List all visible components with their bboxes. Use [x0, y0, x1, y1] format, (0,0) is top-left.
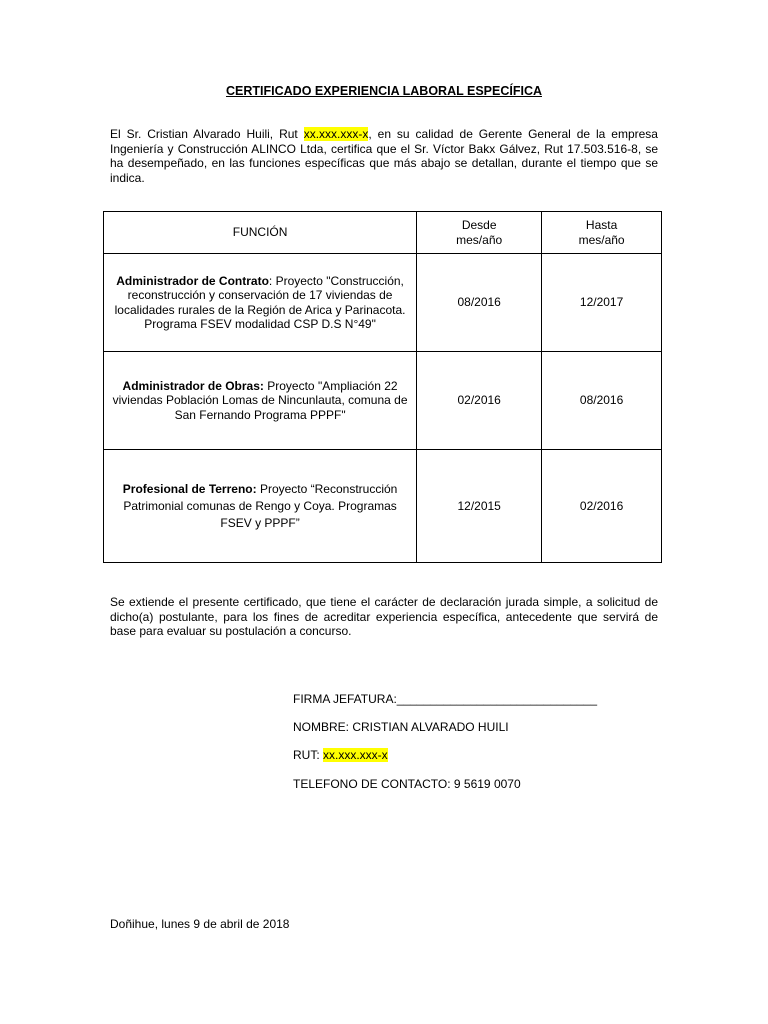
- header-from-line2: mes/año: [456, 232, 503, 247]
- header-to: [542, 212, 662, 254]
- header-to-line2: mes/año: [578, 232, 625, 247]
- signer-name: NOMBRE: CRISTIAN ALVARADO HUILI: [293, 720, 509, 734]
- from-cell: 08/2016: [417, 254, 542, 352]
- role-name: Profesional de Terreno:: [122, 481, 257, 496]
- signer-rut-label: RUT:: [293, 748, 323, 762]
- role-name: Administrador de Contrato: [116, 273, 269, 288]
- to-cell: 08/2016: [542, 352, 662, 450]
- from-cell: 02/2016: [417, 352, 542, 450]
- document-title: CERTIFICADO EXPERIENCIA LABORAL ESPECÍFICA: [226, 84, 542, 98]
- signer-rut-highlight: xx.xxx.xxx-x: [323, 748, 388, 762]
- function-cell: [104, 254, 417, 352]
- header-to-line1: Hasta: [585, 218, 618, 232]
- header-function: FUNCIÓN: [104, 212, 417, 254]
- from-cell: 12/2015: [417, 450, 542, 563]
- table-header-row: [104, 212, 662, 254]
- to-cell: 12/2017: [542, 254, 662, 352]
- function-cell: [104, 450, 417, 563]
- role-description: Proyecto "Ampliación 22 viviendas Población Lomas de Nincunlauta, comuna de San Fernando Programa PPPF": [112, 378, 408, 422]
- intro-rut-highlight: xx.xxx.xxx-x: [303, 127, 369, 141]
- table-row: [104, 254, 662, 352]
- table-row: [104, 450, 662, 563]
- role-description: Proyecto "Construcción, reconstrucción y conservación de 17 viviendas de localidades rurales de la Región de Arica y Parinacota. Programa FSEV modalidad CSP D.S N°49": [114, 273, 406, 331]
- signer-rut: [293, 748, 388, 762]
- to-cell: 02/2016: [542, 450, 662, 563]
- contact-phone: TELEFONO DE CONTACTO: 9 5619 0070: [293, 777, 521, 791]
- closing-paragraph: Se extiende el presente certificado, que tiene el carácter de declaración jurada simple, a solicitud de dicho(a) postulante, para los fines de acreditar experiencia específica, antecedente que servirá de base para evaluar su postulación a concurso.: [110, 595, 658, 638]
- header-from-line1: Desde: [461, 218, 497, 232]
- functions-table: [103, 211, 662, 563]
- role-separator: :: [268, 273, 276, 288]
- intro-text-start: El Sr. Cristian Alvarado Huili, Rut: [110, 127, 304, 141]
- table-row: [104, 352, 662, 450]
- intro-paragraph: [110, 127, 658, 185]
- signature-line: FIRMA JEFATURA:______________________________: [293, 692, 598, 706]
- role-name: Administrador de Obras:: [122, 378, 264, 393]
- role-description: Proyecto “Reconstrucción Patrimonial comunas de Rengo y Coya. Programas FSEV y PPPF”: [123, 481, 398, 530]
- function-cell: [104, 352, 417, 450]
- intro-text-end: , en su calidad de Gerente General de la empresa Ingeniería y Construcción ALINCO Ltda, certifica que el Sr. Víctor Bakx Gálvez, Rut 17.503.516-8, se ha desempeñado, en las funciones específicas que más abajo se detallan, durante el tiempo que se indica.: [110, 127, 658, 185]
- place-date: Doñihue, lunes 9 de abril de 2018: [110, 917, 290, 931]
- header-from: [417, 212, 542, 254]
